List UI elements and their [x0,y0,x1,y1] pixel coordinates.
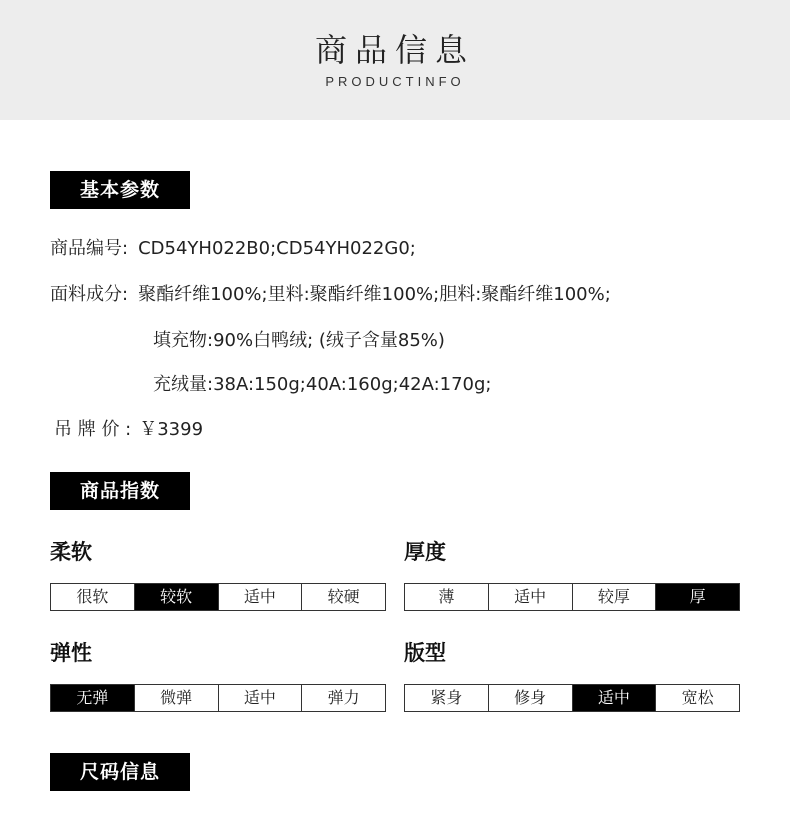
price-value: ￥3399 [139,419,204,440]
fill-weight-value: 充绒量:38A:150g;40A:160g;42A:170g; [153,374,492,395]
page-title: 商品信息 [314,31,475,69]
softness-option: 较硬 [301,584,385,610]
product-index-tag: 商品指数 [50,472,190,510]
softness-option: 很软 [76,587,109,606]
product-code-row [50,237,416,261]
softness-option: 适中 [218,584,302,610]
elasticity-title: 弹性 [50,641,92,665]
fabric-label: 面料成分: [50,284,129,305]
elasticity-scale [50,684,386,712]
price-label: 吊 牌 价 : [54,419,132,440]
softness-scale [50,583,386,611]
elasticity-option: 适中 [218,685,302,711]
thickness-scale [404,583,740,611]
filling-row [153,329,445,353]
fabric-row [50,283,611,307]
elasticity-option: 无弹 [51,685,134,711]
fit-option: 宽松 [655,685,739,711]
fit-scale [404,684,740,712]
page-subtitle: PRODUCTINFO [325,74,465,89]
product-code-value: CD54YH022B0;CD54YH022G0; [138,238,416,259]
fill-weight-row [153,373,492,397]
size-info-tag: 尺码信息 [50,753,190,791]
basic-params-tag: 基本参数 [50,171,190,209]
fabric-value: 聚酯纤维100%;里料:聚酯纤维100%;胆料:聚酯纤维100%; [138,284,611,305]
price-row [54,418,203,442]
fit-option: 适中 [572,685,656,711]
thickness-option: 薄 [438,587,455,606]
filling-value: 填充物:90%白鸭绒; (绒子含量85%) [153,330,445,351]
softness-option: 较软 [134,584,218,610]
elasticity-option: 微弹 [134,685,218,711]
fit-option: 修身 [488,685,572,711]
thickness-option: 较厚 [572,584,656,610]
fit-option: 紧身 [430,688,463,707]
fit-title: 版型 [404,641,446,665]
thickness-title: 厚度 [404,540,446,564]
product-info-header [0,0,790,120]
thickness-option: 适中 [488,584,572,610]
thickness-option: 厚 [655,584,739,610]
product-code-label: 商品编号: [50,238,129,259]
softness-title: 柔软 [50,540,92,564]
elasticity-option: 弹力 [301,685,385,711]
